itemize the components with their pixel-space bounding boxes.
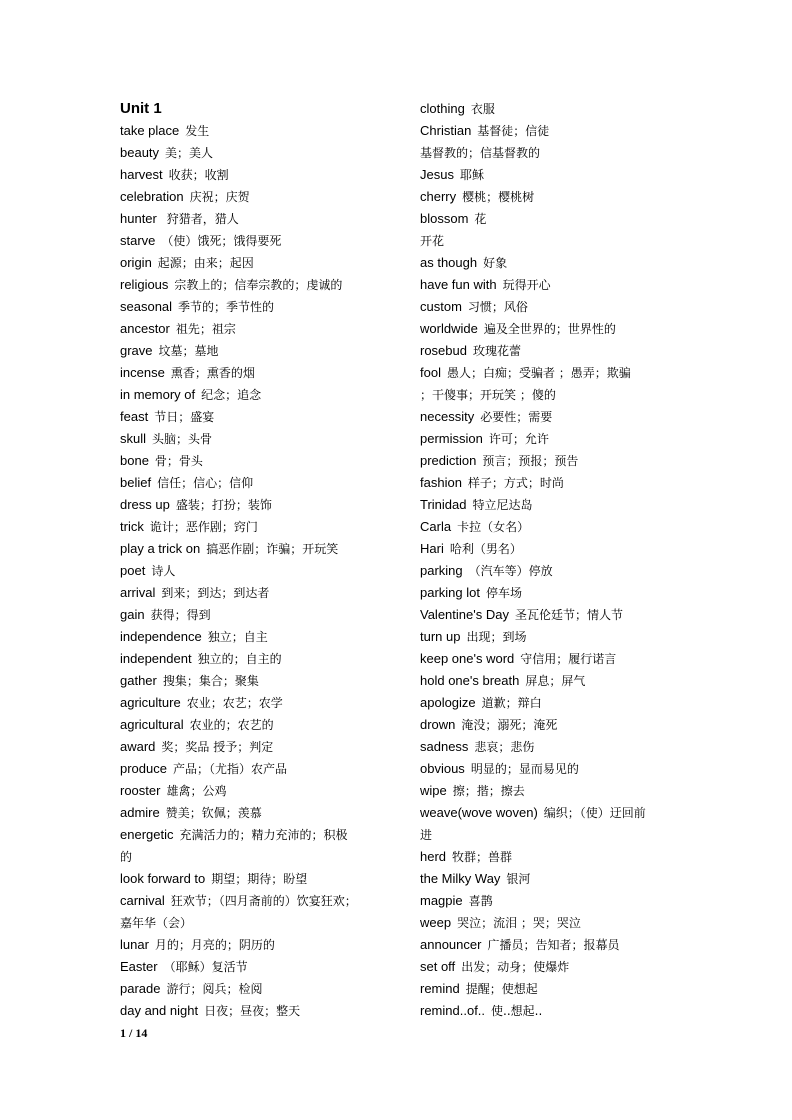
vocab-word: magpie: [420, 893, 463, 908]
vocab-entry: [420, 846, 682, 868]
vocab-word: energetic: [120, 827, 174, 842]
vocab-word: award: [120, 739, 156, 754]
vocab-entry: [420, 714, 682, 736]
vocab-meaning: 美；美人: [165, 146, 214, 160]
vocab-word: weep: [420, 915, 452, 930]
vocab-meaning: 宗教上的；信奉宗教的；虔诚的: [174, 278, 343, 292]
vocab-word: agricultural: [120, 717, 184, 732]
vocab-entry: [120, 956, 382, 978]
vocab-word: trick: [120, 519, 144, 534]
vocab-entry: [420, 296, 682, 318]
vocab-word: ancestor: [120, 321, 170, 336]
vocab-entry: [420, 780, 682, 802]
vocab-entry: [420, 340, 682, 362]
vocab-meaning: 熏香；熏香的烟: [170, 366, 255, 380]
vocab-meaning: 衣服: [470, 102, 495, 116]
vocab-word: gather: [120, 673, 157, 688]
vocab-meaning: 卡拉（女名）: [457, 520, 530, 534]
vocab-entry: [120, 428, 382, 450]
vocab-meaning: 好象: [483, 256, 508, 270]
vocab-entry: [420, 604, 682, 626]
vocab-word: produce: [120, 761, 167, 776]
vocab-entry: [420, 890, 682, 912]
page-number: 1 / 14: [120, 1026, 148, 1040]
vocab-entry: [420, 736, 682, 758]
vocab-meaning: 农业；农艺；农学: [186, 696, 283, 710]
vocab-entry: [420, 208, 682, 230]
vocab-entry: [420, 186, 682, 208]
vocab-word: obvious: [420, 761, 465, 776]
vocab-entry: [120, 582, 382, 604]
vocab-word: Easter: [120, 959, 158, 974]
vocab-entry: [120, 934, 382, 956]
right-column: [420, 98, 682, 1022]
vocab-entry: [120, 384, 382, 406]
vocab-meaning: 信任；信心；信仰: [157, 476, 254, 490]
vocab-meaning: 日夜；昼夜；整天: [204, 1004, 301, 1018]
vocab-meaning: 基督徒；信徒: [477, 124, 550, 138]
vocab-meaning: 独立；自主: [207, 630, 268, 644]
vocab-entry: [120, 802, 382, 824]
vocab-word: the Milky Way: [420, 871, 501, 886]
vocab-entry: [120, 538, 382, 560]
vocab-meaning: 道歉；辩白: [481, 696, 542, 710]
vocab-entry: [420, 978, 682, 1000]
vocab-word: admire: [120, 805, 160, 820]
vocab-word: permission: [420, 431, 483, 446]
vocab-entry: [420, 934, 682, 956]
vocab-word: fool: [420, 365, 441, 380]
vocab-meaning: 玩得开心: [502, 278, 551, 292]
vocab-entry: [420, 868, 682, 890]
vocab-meaning: 纪念；追念: [201, 388, 262, 402]
vocab-word: arrival: [120, 585, 156, 600]
vocab-meaning: 获得；得到: [150, 608, 211, 622]
vocab-entry: [120, 714, 382, 736]
vocab-entry: [420, 98, 682, 120]
vocab-word: apologize: [420, 695, 476, 710]
vocab-word: play a trick on: [120, 541, 201, 556]
vocab-meaning: 特立尼达岛: [472, 498, 533, 512]
vocab-word: carnival: [120, 893, 165, 908]
vocab-entry: [120, 516, 382, 538]
vocab-entry: [120, 604, 382, 626]
vocab-word: rosebud: [420, 343, 467, 358]
vocab-meaning: 诡计；恶作剧；窍门: [149, 520, 258, 534]
vocab-meaning: 哭泣；流泪 ；哭；哭泣: [457, 916, 581, 930]
vocab-meaning: 出发；动身；使爆炸: [461, 960, 570, 974]
vocab-entry: [420, 230, 682, 252]
vocab-meaning: （耶稣）复活节: [163, 960, 248, 974]
vocab-word: independence: [120, 629, 202, 644]
vocab-word: Carla: [420, 519, 452, 534]
vocab-word: set off: [420, 959, 456, 974]
vocab-word: Hari: [420, 541, 444, 556]
vocab-meaning: 预言；预报；预告: [482, 454, 579, 468]
vocab-entry: [120, 296, 382, 318]
vocab-entry: [120, 736, 382, 758]
vocab-entry: [120, 120, 382, 142]
vocab-word: as though: [420, 255, 478, 270]
vocab-meaning: 季节的；季节性的: [178, 300, 275, 314]
vocab-entry: [120, 450, 382, 472]
vocab-entry: [420, 450, 682, 472]
vocab-meaning: 骨；骨头: [154, 454, 203, 468]
vocab-word: poet: [120, 563, 146, 578]
vocab-meaning: 使..想起..: [491, 1004, 543, 1018]
vocab-entry: [120, 912, 382, 934]
vocab-entry: [120, 406, 382, 428]
vocab-entry: [120, 252, 382, 274]
vocab-meaning: 必要性；需要: [480, 410, 553, 424]
vocab-word: bone: [120, 453, 149, 468]
vocab-entry: [120, 824, 382, 846]
vocab-meaning: 牧群；兽群: [452, 850, 513, 864]
vocab-word: seasonal: [120, 299, 173, 314]
vocab-word: Jesus: [420, 167, 454, 182]
vocab-meaning: 期望；期待；盼望: [211, 872, 308, 886]
vocab-entry: [420, 560, 682, 582]
vocab-meaning: 进: [420, 828, 433, 842]
vocab-word: look forward to: [120, 871, 206, 886]
vocab-meaning: 收获；收割: [168, 168, 229, 182]
vocab-entry: [120, 472, 382, 494]
vocab-word: origin: [120, 255, 152, 270]
vocab-word: agriculture: [120, 695, 181, 710]
vocab-word: gain: [120, 607, 145, 622]
vocab-word: Trinidad: [420, 497, 467, 512]
vocab-entry: [120, 626, 382, 648]
vocab-entry: [120, 890, 382, 912]
vocab-meaning: 编织；（使）迂回前: [543, 806, 646, 820]
vocab-entry: [420, 538, 682, 560]
vocab-meaning: 样子；方式；时尚: [467, 476, 564, 490]
vocab-meaning: 产品；（尤指）农产品: [172, 762, 287, 776]
vocab-entry: [420, 1000, 682, 1022]
vocab-entry: [120, 868, 382, 890]
vocab-entry: [420, 406, 682, 428]
vocab-entry: [120, 780, 382, 802]
vocab-meaning: 独立的；自主的: [197, 652, 282, 666]
vocab-entry: [420, 516, 682, 538]
vocab-meaning: 奖；奖品 授予；判定: [161, 740, 274, 754]
vocab-meaning: 擦；揩；擦去: [452, 784, 525, 798]
vocab-meaning: 淹没；溺死；淹死: [461, 718, 558, 732]
vocab-meaning: 遍及全世界的；世界性的: [483, 322, 616, 336]
vocab-word: grave: [120, 343, 153, 358]
vocab-word: lunar: [120, 937, 149, 952]
vocab-entry: [120, 230, 382, 252]
vocab-word: rooster: [120, 783, 161, 798]
vocab-word: weave(wove woven): [420, 805, 538, 820]
vocab-entry: [420, 274, 682, 296]
vocab-word: starve: [120, 233, 156, 248]
vocab-meaning: 发生: [185, 124, 210, 138]
vocab-entry: [420, 362, 682, 384]
vocab-meaning: 搞恶作剧；诈骗；开玩笑: [206, 542, 339, 556]
vocab-meaning: 庆祝；庆贺: [189, 190, 250, 204]
vocab-entry: [120, 186, 382, 208]
vocab-entry: [420, 384, 682, 406]
vocab-meaning: 基督教的；信基督教的: [420, 146, 541, 160]
vocab-meaning: 喜鹊: [468, 894, 493, 908]
vocab-meaning: 农业的；农艺的: [189, 718, 274, 732]
vocab-meaning: 明显的；显而易见的: [470, 762, 579, 776]
vocab-meaning: 的: [120, 850, 133, 864]
vocab-meaning: 节日；盛宴: [154, 410, 215, 424]
vocab-meaning: ；干傻事；开玩笑 ；傻的: [420, 388, 556, 402]
vocab-word: religious: [120, 277, 169, 292]
vocab-meaning: 广播员；告知者；报幕员: [487, 938, 620, 952]
vocab-word: remind: [420, 981, 460, 996]
vocab-meaning: 头脑；头骨: [152, 432, 213, 446]
vocab-meaning: 提醒；使想起: [465, 982, 538, 996]
vocab-entry: [420, 120, 682, 142]
vocab-entry: [120, 758, 382, 780]
vocab-entry: [420, 582, 682, 604]
vocab-word: take place: [120, 123, 180, 138]
vocab-entry: [420, 494, 682, 516]
vocab-word: clothing: [420, 101, 465, 116]
vocab-meaning: 耶稣: [459, 168, 484, 182]
vocab-meaning: （汽车等）停放: [468, 564, 553, 578]
vocab-word: parade: [120, 981, 161, 996]
vocab-entry: [120, 274, 382, 296]
vocab-meaning: 习惯；风俗: [467, 300, 528, 314]
vocab-word: in memory of: [120, 387, 196, 402]
vocab-word: beauty: [120, 145, 160, 160]
vocab-meaning: 悲哀；悲伤: [474, 740, 535, 754]
vocab-word: fashion: [420, 475, 462, 490]
vocab-meaning: 屏息；屏气: [525, 674, 586, 688]
vocab-word: sadness: [420, 739, 469, 754]
vocab-word: custom: [420, 299, 462, 314]
vocab-word: independent: [120, 651, 192, 666]
vocab-entry: [420, 912, 682, 934]
vocab-meaning: 狂欢节；（四月斋前的）饮宴狂欢；: [170, 894, 357, 908]
vocab-meaning: 银河: [506, 872, 531, 886]
vocab-meaning: （使）饿死；饿得要死: [161, 234, 282, 248]
vocab-meaning: 搜集；集合；聚集: [162, 674, 259, 688]
vocab-entry: [420, 758, 682, 780]
vocab-meaning: 到来；到达；到达者: [161, 586, 270, 600]
vocab-meaning: 花: [474, 212, 487, 226]
vocab-word: worldwide: [420, 321, 478, 336]
vocab-word: drown: [420, 717, 456, 732]
vocab-meaning: 雄禽；公鸡: [166, 784, 227, 798]
vocab-entry: [120, 978, 382, 1000]
vocab-entry: [120, 164, 382, 186]
vocab-word: necessity: [420, 409, 475, 424]
vocab-word: dress up: [120, 497, 170, 512]
vocab-word: hunter: [120, 211, 157, 226]
vocab-word: have fun with: [420, 277, 497, 292]
vocab-entry: [120, 692, 382, 714]
vocab-entry: [420, 252, 682, 274]
vocab-word: Valentine's Day: [420, 607, 509, 622]
vocab-word: turn up: [420, 629, 461, 644]
vocab-entry: [420, 956, 682, 978]
vocab-meaning: 游行；阅兵；检阅: [166, 982, 263, 996]
vocab-meaning: 起源；由来；起因: [157, 256, 254, 270]
vocab-entry: [120, 648, 382, 670]
vocab-word: remind..of..: [420, 1003, 486, 1018]
vocab-entry: [120, 846, 382, 868]
vocab-meaning: 开花: [420, 234, 445, 248]
vocab-word: incense: [120, 365, 165, 380]
vocab-word: Christian: [420, 123, 472, 138]
vocab-word: cherry: [420, 189, 457, 204]
vocab-meaning: 愚人；白痴；受骗者 ；愚弄；欺骗: [446, 366, 631, 380]
vocab-entry: [120, 560, 382, 582]
vocab-meaning: 停车场: [485, 586, 522, 600]
unit-title: Unit 1: [120, 100, 162, 117]
vocab-word: harvest: [120, 167, 163, 182]
vocab-entry: [120, 318, 382, 340]
vocab-entry: [420, 692, 682, 714]
left-column: [120, 98, 382, 1022]
vocab-word: herd: [420, 849, 447, 864]
vocab-meaning: 月的；月亮的；阴历的: [154, 938, 275, 952]
vocab-meaning: 许可；允许: [488, 432, 549, 446]
vocab-meaning: 坟墓；墓地: [158, 344, 219, 358]
vocab-meaning: 嘉年华（会）: [120, 916, 193, 930]
vocab-meaning: 玫瑰花蕾: [472, 344, 521, 358]
vocab-meaning: 樱桃；樱桃树: [462, 190, 535, 204]
vocab-word: day and night: [120, 1003, 199, 1018]
vocab-entry: [120, 340, 382, 362]
vocab-entry: [420, 670, 682, 692]
vocab-entry: [420, 164, 682, 186]
vocab-meaning: 赞美；钦佩；羡慕: [165, 806, 262, 820]
vocab-word: skull: [120, 431, 147, 446]
vocab-entry: [420, 318, 682, 340]
vocab-entry: [120, 670, 382, 692]
vocab-word: parking: [420, 563, 463, 578]
vocab-entry: [420, 626, 682, 648]
vocab-entry: [120, 494, 382, 516]
vocab-word: blossom: [420, 211, 469, 226]
vocab-entry: [420, 648, 682, 670]
vocab-word: belief: [120, 475, 152, 490]
vocab-word: hold one's breath: [420, 673, 520, 688]
vocab-word: parking lot: [420, 585, 480, 600]
vocab-entry: [420, 428, 682, 450]
vocab-meaning: 圣瓦伦廷节；情人节: [514, 608, 623, 622]
vocab-meaning: 祖先；祖宗: [175, 322, 236, 336]
vocab-word: announcer: [420, 937, 482, 952]
vocab-meaning: 守信用；履行诺言: [520, 652, 617, 666]
vocab-word: feast: [120, 409, 149, 424]
vocab-word: prediction: [420, 453, 477, 468]
vocab-meaning: 充满活力的；精力充沛的；积极: [179, 828, 348, 842]
vocab-meaning: 诗人: [151, 564, 176, 578]
vocab-entry: [420, 472, 682, 494]
vocab-meaning: 出现；到场: [466, 630, 527, 644]
vocab-entry: [420, 142, 682, 164]
vocab-meaning: 盛装；打扮；装饰: [175, 498, 272, 512]
vocab-entry: [120, 1000, 382, 1022]
vocab-entry: [120, 362, 382, 384]
vocab-entry: [420, 824, 682, 846]
vocab-meaning: 狩猎者，猎人: [162, 212, 239, 226]
vocab-entry: [120, 208, 382, 230]
vocab-word: wipe: [420, 783, 447, 798]
vocab-entry: [420, 802, 682, 824]
vocab-meaning: 哈利（男名）: [449, 542, 522, 556]
vocab-entry: [120, 142, 382, 164]
vocab-word: celebration: [120, 189, 184, 204]
vocab-word: keep one's word: [420, 651, 515, 666]
